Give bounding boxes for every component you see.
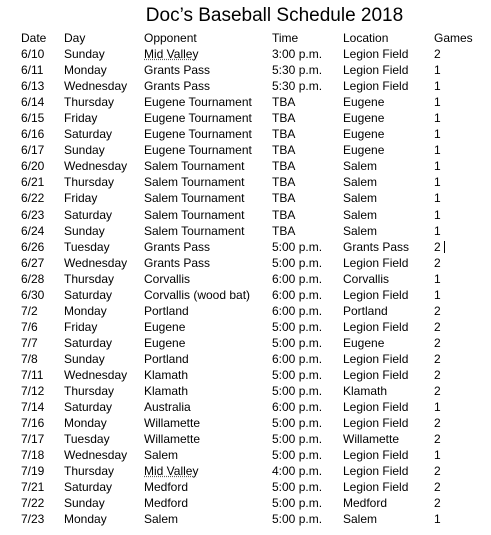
- cell-opponent: Medford: [144, 480, 189, 495]
- cell-time: TBA: [272, 159, 296, 174]
- cell-day: Monday: [64, 303, 107, 318]
- cell-opponent: Salem Tournament: [144, 191, 245, 206]
- cell-opponent: Klamath: [144, 384, 189, 399]
- cell-opponent: Klamath: [144, 367, 189, 382]
- cell-opponent: Medford: [144, 496, 189, 511]
- cell-games: 1: [434, 127, 441, 142]
- cell-location: Legion Field: [343, 47, 409, 62]
- cell-date: 7/7: [21, 335, 38, 350]
- cell-time: 5:00 p.m.: [272, 448, 323, 463]
- cell-location: Salem: [343, 207, 378, 222]
- cell-location: Portland: [343, 303, 388, 318]
- cell-day: Thursday: [64, 95, 115, 110]
- cell-day: Sunday: [64, 351, 105, 366]
- cell-day: Sunday: [64, 143, 105, 158]
- cell-time: 5:00 p.m.: [272, 319, 323, 334]
- cell-day: Tuesday: [64, 432, 110, 447]
- cell-day: Tuesday: [64, 239, 110, 254]
- cell-location: Legion Field: [343, 416, 409, 431]
- cell-opponent: Corvallis: [144, 271, 191, 286]
- cell-date: 6/26: [21, 239, 45, 254]
- cell-location: Legion Field: [343, 464, 409, 479]
- cell-day: Thursday: [64, 384, 115, 399]
- cell-location: Legion Field: [343, 255, 409, 270]
- cell-time: 6:00 p.m.: [272, 400, 323, 415]
- cell-opponent: Grants Pass: [144, 255, 211, 270]
- cell-day: Friday: [64, 191, 98, 206]
- cell-games: 1: [434, 159, 441, 174]
- cell-time: 6:00 p.m.: [272, 303, 323, 318]
- cell-date: 6/13: [21, 79, 45, 94]
- header-day: Day: [64, 31, 86, 45]
- cell-time: 5:00 p.m.: [272, 480, 323, 495]
- cell-time: 5:00 p.m.: [272, 432, 323, 447]
- cell-location: Legion Field: [343, 448, 409, 463]
- cell-time: 3:00 p.m.: [272, 47, 323, 62]
- cell-date: 6/30: [21, 287, 45, 302]
- cell-games: 1: [434, 287, 441, 302]
- cell-date: 6/28: [21, 271, 45, 286]
- header-opponent: Opponent: [144, 31, 197, 45]
- cell-games: 2: [434, 47, 441, 62]
- cell-time: TBA: [272, 175, 296, 190]
- cell-date: 7/2: [21, 303, 38, 318]
- cell-games: 1: [434, 175, 441, 190]
- cell-games: 2: [434, 255, 441, 270]
- cell-games: 2: [434, 496, 441, 511]
- cell-day: Wednesday: [64, 448, 128, 463]
- cell-time: TBA: [272, 191, 296, 206]
- cell-games: 1: [434, 191, 441, 206]
- cell-day: Saturday: [64, 335, 113, 350]
- cell-time: 5:00 p.m.: [272, 496, 323, 511]
- cell-games: 2: [434, 319, 441, 334]
- cell-date: 7/18: [21, 448, 45, 463]
- cell-location: Legion Field: [343, 351, 409, 366]
- cell-day: Sunday: [64, 223, 105, 238]
- cell-date: 6/24: [21, 223, 45, 238]
- cell-location: Grants Pass: [343, 239, 410, 254]
- cell-time: 6:00 p.m.: [272, 271, 323, 286]
- cell-opponent: Eugene: [144, 319, 186, 334]
- cell-games: 1: [434, 63, 441, 78]
- cell-date: 6/14: [21, 95, 45, 110]
- cell-date: 7/21: [21, 480, 45, 495]
- cell-opponent: Eugene Tournament: [144, 143, 252, 158]
- cell-date: 6/27: [21, 255, 45, 270]
- cell-time: TBA: [272, 95, 296, 110]
- cell-games: 1: [434, 143, 441, 158]
- cell-opponent: Eugene Tournament: [144, 95, 252, 110]
- cell-location: Salem: [343, 175, 378, 190]
- cell-date: 7/16: [21, 416, 45, 431]
- cell-day: Thursday: [64, 271, 115, 286]
- cell-location: Legion Field: [343, 367, 409, 382]
- cell-day: Saturday: [64, 127, 113, 142]
- cell-day: Saturday: [64, 480, 113, 495]
- cell-opponent: Eugene Tournament: [144, 127, 252, 142]
- cell-opponent: Salem Tournament: [144, 223, 245, 238]
- cell-date: 6/21: [21, 175, 45, 190]
- cell-opponent: Salem Tournament: [144, 175, 245, 190]
- cell-games: 2: [434, 367, 441, 382]
- cell-date: 7/8: [21, 351, 38, 366]
- cell-date: 6/15: [21, 111, 45, 126]
- cell-games: 2: [434, 384, 441, 399]
- cell-time: 6:00 p.m.: [272, 351, 323, 366]
- cell-time: 4:00 p.m.: [272, 464, 323, 479]
- cell-games: 2: [434, 432, 441, 447]
- cell-opponent: Salem: [144, 512, 179, 527]
- cell-date: 6/23: [21, 207, 45, 222]
- cell-opponent: Salem Tournament: [144, 207, 245, 222]
- cell-location: Medford: [343, 496, 388, 511]
- cell-location: Legion Field: [343, 63, 409, 78]
- cell-day: Wednesday: [64, 79, 128, 94]
- cell-time: 6:00 p.m.: [272, 287, 323, 302]
- cell-opponent: Portland: [144, 351, 189, 366]
- cell-time: 5:00 p.m.: [272, 416, 323, 431]
- cell-opponent: Eugene Tournament: [144, 111, 252, 126]
- cell-day: Saturday: [64, 400, 113, 415]
- cell-day: Friday: [64, 111, 98, 126]
- cell-games: 2: [434, 303, 441, 318]
- cell-time: 5:00 p.m.: [272, 255, 323, 270]
- cell-location: Legion Field: [343, 79, 409, 94]
- cell-games: 1: [434, 400, 441, 415]
- cell-date: 6/16: [21, 127, 45, 142]
- header-time: Time: [272, 31, 299, 45]
- cell-date: 6/20: [21, 159, 45, 174]
- cell-location: Eugene: [343, 111, 385, 126]
- cell-opponent: Mid Valley: [144, 47, 199, 62]
- cell-opponent: Corvallis (wood bat): [144, 287, 251, 302]
- cell-games: 1: [434, 448, 441, 463]
- cell-opponent: Grants Pass: [144, 63, 211, 78]
- cell-games: 2: [434, 239, 445, 255]
- cell-opponent: Grants Pass: [144, 239, 211, 254]
- cell-opponent: Portland: [144, 303, 189, 318]
- cell-day: Thursday: [64, 175, 115, 190]
- cell-day: Wednesday: [64, 367, 128, 382]
- cell-location: Eugene: [343, 335, 385, 350]
- page-title: Doc’s Baseball Schedule 2018: [145, 5, 404, 26]
- cell-location: Klamath: [343, 384, 388, 399]
- cell-location: Salem: [343, 159, 378, 174]
- cell-day: Monday: [64, 512, 107, 527]
- cell-opponent: Grants Pass: [144, 79, 211, 94]
- cell-time: 5:30 p.m.: [272, 79, 323, 94]
- cell-games: 2: [434, 335, 441, 350]
- cell-day: Saturday: [64, 207, 113, 222]
- cell-location: Willamette: [343, 432, 400, 447]
- cell-date: 7/12: [21, 384, 45, 399]
- cell-games: 1: [434, 207, 441, 222]
- cell-games: 1: [434, 95, 441, 110]
- cell-opponent: Willamette: [144, 416, 201, 431]
- cell-opponent: Mid Valley: [144, 464, 199, 479]
- cell-games: 2: [434, 480, 441, 495]
- cell-date: 7/23: [21, 512, 45, 527]
- cell-date: 6/11: [21, 63, 44, 78]
- cell-date: 7/22: [21, 496, 45, 511]
- cell-games: 2: [434, 416, 441, 431]
- cell-date: 7/14: [21, 400, 45, 415]
- cell-location: Corvallis: [343, 271, 390, 286]
- cell-day: Friday: [64, 319, 98, 334]
- cell-location: Eugene: [343, 127, 385, 142]
- cell-day: Monday: [64, 416, 107, 431]
- cell-day: Wednesday: [64, 159, 128, 174]
- cell-games: 1: [434, 79, 441, 94]
- cell-time: TBA: [272, 143, 296, 158]
- cell-games: 1: [434, 111, 441, 126]
- cell-date: 7/6: [21, 319, 38, 334]
- cell-date: 6/22: [21, 191, 45, 206]
- cell-time: 5:30 p.m.: [272, 63, 323, 78]
- cell-time: TBA: [272, 207, 296, 222]
- cell-time: TBA: [272, 223, 296, 238]
- cell-time: 5:00 p.m.: [272, 367, 323, 382]
- cell-location: Eugene: [343, 143, 385, 158]
- cell-time: 5:00 p.m.: [272, 239, 323, 254]
- cell-location: Salem: [343, 512, 378, 527]
- cell-date: 6/10: [21, 47, 45, 62]
- cell-games: 2: [434, 464, 441, 479]
- cell-location: Legion Field: [343, 287, 409, 302]
- cell-games: 2: [434, 351, 441, 366]
- cell-location: Eugene: [343, 95, 385, 110]
- cell-games: 1: [434, 512, 441, 527]
- cell-location: Salem: [343, 191, 378, 206]
- cell-date: 7/17: [21, 432, 45, 447]
- cell-time: TBA: [272, 111, 296, 126]
- cell-games: 1: [434, 271, 441, 286]
- header-games: Games: [434, 31, 473, 45]
- cell-day: Monday: [64, 63, 107, 78]
- cell-opponent: Salem Tournament: [144, 159, 245, 174]
- cell-opponent: Eugene: [144, 335, 186, 350]
- cell-time: 5:00 p.m.: [272, 335, 323, 350]
- cell-time: TBA: [272, 127, 296, 142]
- cell-day: Wednesday: [64, 255, 128, 270]
- cell-opponent: Willamette: [144, 432, 201, 447]
- cell-day: Sunday: [64, 496, 105, 511]
- cell-time: 5:00 p.m.: [272, 512, 323, 527]
- cell-games: 1: [434, 223, 441, 238]
- text-cursor: [444, 241, 445, 253]
- cell-location: Salem: [343, 223, 378, 238]
- cell-day: Thursday: [64, 464, 115, 479]
- cell-time: 5:00 p.m.: [272, 384, 323, 399]
- header-date: Date: [21, 31, 47, 45]
- header-location: Location: [343, 31, 389, 45]
- cell-opponent: Salem: [144, 448, 179, 463]
- cell-day: Saturday: [64, 287, 113, 302]
- cell-location: Legion Field: [343, 319, 409, 334]
- cell-date: 6/17: [21, 143, 45, 158]
- cell-location: Legion Field: [343, 480, 409, 495]
- cell-location: Legion Field: [343, 400, 409, 415]
- cell-date: 7/11: [21, 367, 44, 382]
- cell-opponent: Australia: [144, 400, 191, 415]
- cell-date: 7/19: [21, 464, 45, 479]
- cell-day: Sunday: [64, 47, 105, 62]
